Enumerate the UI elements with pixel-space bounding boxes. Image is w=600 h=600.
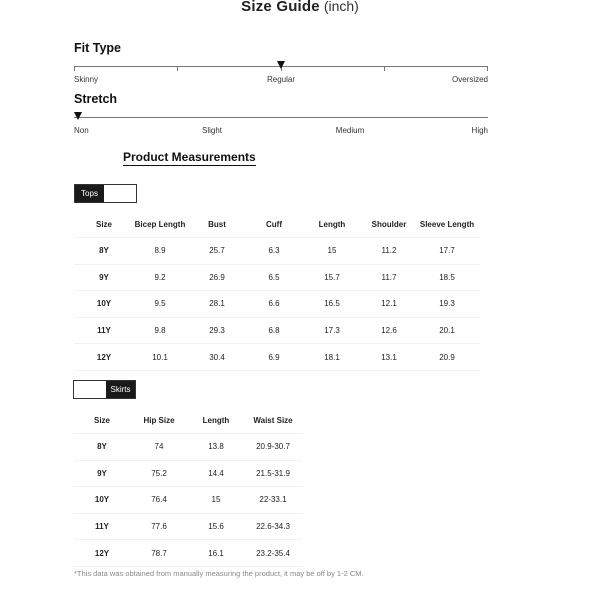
stretch-option-non: Non [74,126,89,135]
skirts-header-length: Length [188,408,244,434]
skirts-header-size: Size [74,408,130,434]
stretch-selected-marker-icon [74,112,82,120]
page-title: Size Guide [241,0,320,15]
fit-option-regular: Regular [266,75,296,84]
table-cell: 78.7 [130,540,188,567]
table-cell: 6.3 [248,238,300,265]
product-measurements-title: Product Measurements [123,150,256,164]
table-cell: 9.2 [134,264,186,291]
table-cell: 6.6 [248,291,300,318]
table-cell: 23.2-35.4 [244,540,302,567]
table-cell: 16.5 [300,291,364,318]
tops-header-bicep-length: Bicep Length [134,212,186,238]
stretch-option-high: High [471,126,488,135]
table-row [74,487,302,514]
table-cell: 13.1 [364,344,414,371]
table-cell: 29.3 [186,317,248,344]
skirts-header-hip-size: Hip Size [130,408,188,434]
stretch-option-medium: Medium [335,126,365,135]
table-cell: 6.5 [248,264,300,291]
table-cell: 14.4 [188,460,244,487]
tops-header-size: Size [74,212,134,238]
table-cell: 15 [300,238,364,265]
tops-measurement-table [74,212,480,371]
table-row [74,460,302,487]
table-row [74,513,302,540]
table-cell: 22.6-34.3 [244,513,302,540]
skirts-measurement-table [74,408,302,567]
skirts-tab[interactable]: Skirts [106,381,135,398]
table-cell: 11.7 [364,264,414,291]
tops-header-cuff: Cuff [248,212,300,238]
table-row [74,434,302,461]
scale-tick [384,66,385,71]
table-cell: 18.1 [300,344,364,371]
size-cell: 10Y [74,291,134,318]
table-cell: 12.1 [364,291,414,318]
table-row [74,317,480,344]
table-cell: 28.1 [186,291,248,318]
table-cell: 75.2 [130,460,188,487]
table-cell: 19.3 [414,291,480,318]
table-cell: 26.9 [186,264,248,291]
fit-option-skinny: Skinny [74,75,99,84]
scale-tick [487,66,488,71]
footnote: *This data was obtained from manually measuring the product, it may be off by 1-2 CM. [74,569,364,578]
table-cell: 6.9 [248,344,300,371]
stretch-label: Stretch [74,92,118,106]
table-row [74,238,480,265]
scale-tick [177,66,178,71]
scale-tick [74,66,75,71]
table-row [74,264,480,291]
tops-header-bust: Bust [186,212,248,238]
skirts-header-waist-size: Waist Size [244,408,302,434]
table-cell: 10.1 [134,344,186,371]
table-cell: 15.6 [188,513,244,540]
toggle-empty[interactable] [104,185,136,202]
size-cell: 11Y [74,513,130,540]
tops-tab[interactable]: Tops [75,185,104,202]
table-cell: 8.9 [134,238,186,265]
size-cell: 9Y [74,264,134,291]
size-cell: 8Y [74,238,134,265]
table-cell: 17.7 [414,238,480,265]
table-cell: 16.1 [188,540,244,567]
table-cell: 6.8 [248,317,300,344]
skirts-toggle[interactable] [73,380,136,399]
table-cell: 15.7 [300,264,364,291]
fit-selected-marker-icon [277,61,285,69]
size-cell: 8Y [74,434,130,461]
size-cell: 9Y [74,460,130,487]
unit-label: (inch) [323,0,359,14]
fit-type-label: Fit Type [74,41,121,55]
table-cell: 17.3 [300,317,364,344]
tops-header-shoulder: Shoulder [364,212,414,238]
size-cell: 12Y [74,540,130,567]
fit-type-scale [74,62,488,92]
table-cell: 76.4 [130,487,188,514]
table-row [74,540,302,567]
table-cell: 11.2 [364,238,414,265]
tops-header-sleeve-length: Sleeve Length [414,212,480,238]
size-cell: 10Y [74,487,130,514]
stretch-scale [74,113,488,143]
table-cell: 22-33.1 [244,487,302,514]
table-cell: 18.5 [414,264,480,291]
scale-line [74,117,488,118]
stretch-option-slight: Slight [201,126,223,135]
table-cell: 12.6 [364,317,414,344]
table-cell: 20.9 [414,344,480,371]
table-cell: 30.4 [186,344,248,371]
table-cell: 9.8 [134,317,186,344]
toggle-empty[interactable] [74,381,106,398]
tops-toggle[interactable] [74,184,137,203]
table-cell: 13.8 [188,434,244,461]
table-cell: 20.9-30.7 [244,434,302,461]
tops-header-length: Length [300,212,364,238]
table-cell: 25.7 [186,238,248,265]
table-cell: 21.5-31.9 [244,460,302,487]
fit-option-oversized: Oversized [451,75,488,84]
table-cell: 74 [130,434,188,461]
size-guide-title [0,0,600,15]
table-row [74,291,480,318]
size-cell: 12Y [74,344,134,371]
table-cell: 77.6 [130,513,188,540]
table-cell: 20.1 [414,317,480,344]
size-cell: 11Y [74,317,134,344]
table-row [74,344,480,371]
table-cell: 15 [188,487,244,514]
table-cell: 9.5 [134,291,186,318]
